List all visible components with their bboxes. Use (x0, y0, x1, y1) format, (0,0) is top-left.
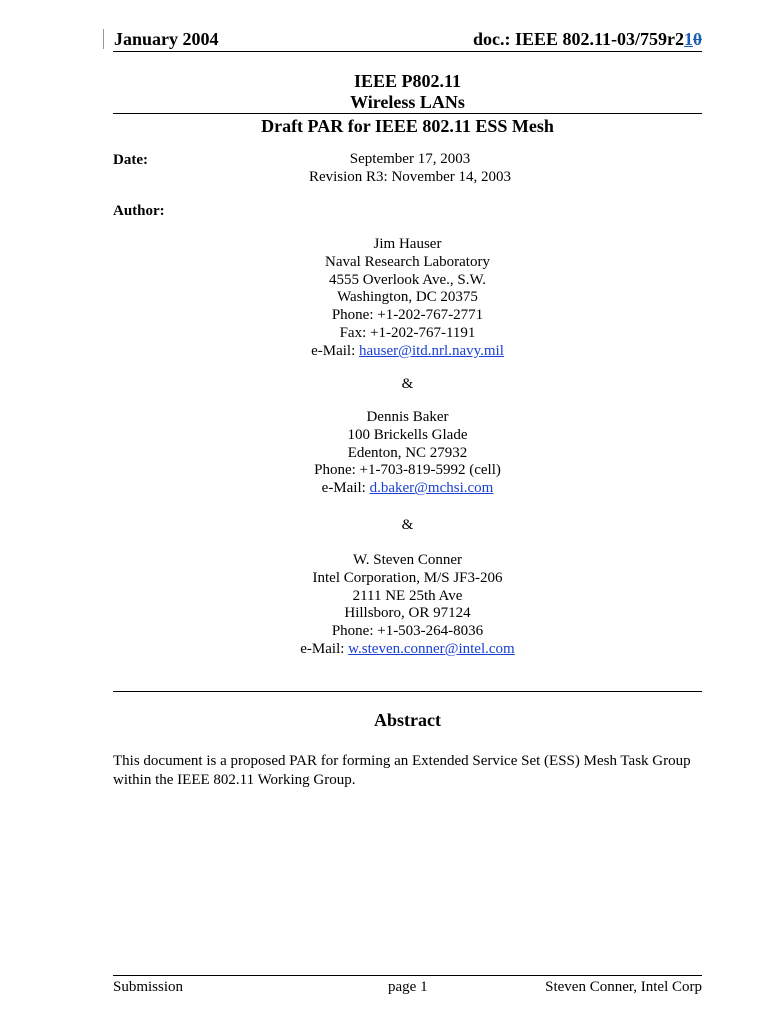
author-email-line (260, 641, 555, 659)
author-name: W. Steven Conner (352, 552, 462, 568)
author-line: Edenton, NC 27932 (347, 444, 468, 461)
author-block-2 (260, 409, 555, 498)
email-prefix: e-Mail: (300, 640, 349, 657)
footer-author: Steven Conner, Intel Corp (545, 979, 702, 995)
abstract-title: Abstract (374, 710, 441, 730)
doc-rev-inserted: 1 (684, 29, 693, 49)
footer-rule (113, 975, 702, 976)
email-prefix: e-Mail: (321, 480, 370, 497)
author-email-line (260, 343, 555, 361)
author-block-3 (260, 552, 555, 659)
author-label: Author: (113, 203, 165, 219)
author-block-1 (260, 236, 555, 361)
author-separator: & (401, 517, 414, 533)
footer-submission: Submission (113, 979, 184, 995)
revision-value: Revision R3: November 14, 2003 (308, 168, 512, 185)
author-name: Dennis Baker (366, 409, 449, 425)
title-line-2: Wireless LANs (350, 92, 465, 112)
doc-id-prefix: doc.: IEEE 802.11-03/759r2 (472, 29, 684, 49)
author-line: Washington, DC 20375 (337, 289, 478, 306)
author-line: Fax: +1-202-767-1191 (339, 324, 476, 341)
email-link[interactable]: w.steven.conner@intel.com (348, 640, 515, 657)
date-label: Date: (113, 152, 148, 168)
date-value: September 17, 2003 (349, 151, 471, 167)
dates-block (260, 151, 560, 186)
author-line: Phone: +1-202-767-2771 (331, 307, 484, 324)
abstract-text (113, 752, 713, 790)
abstract-line-2: within the IEEE 802.11 Working Group. (113, 772, 356, 788)
abstract-line-1: This document is a proposed PAR for forming an Extended Service Set (ESS) Mesh Task Group (113, 753, 691, 769)
revision-bar (103, 29, 104, 49)
author-line: 2111 NE 25th Ave (352, 587, 463, 604)
author-line: Hillsboro, OR 97124 (344, 605, 471, 622)
abstract-rule (113, 691, 702, 692)
author-line: Phone: +1-503-264-8036 (331, 623, 484, 640)
document-title: Draft PAR for IEEE 802.11 ESS Mesh (261, 116, 554, 136)
title-line-1: IEEE P802.11 (353, 71, 462, 91)
author-line: Phone: +1-703-819-5992 (cell) (314, 462, 501, 479)
author-name: Jim Hauser (373, 236, 442, 252)
footer-page-number: page 1 (388, 979, 428, 995)
title-rule (113, 113, 702, 114)
doc-rev-deleted: 0 (693, 29, 702, 49)
author-line: Intel Corporation, M/S JF3-206 (312, 569, 503, 586)
author-line: Naval Research Laboratory (325, 253, 490, 270)
header-doc-id (473, 29, 702, 50)
title-block (113, 71, 702, 113)
email-link[interactable]: d.baker@mchsi.com (369, 480, 494, 497)
email-prefix: e-Mail: (311, 342, 359, 359)
author-line: 100 Brickells Glade (347, 426, 468, 443)
author-email-line (260, 480, 555, 498)
email-link[interactable]: hauser@itd.nrl.navy.mil (359, 342, 504, 359)
author-separator: & (401, 376, 414, 392)
header-date: January 2004 (114, 29, 219, 49)
header-rule (113, 51, 702, 52)
author-line: 4555 Overlook Ave., S.W. (328, 271, 487, 288)
